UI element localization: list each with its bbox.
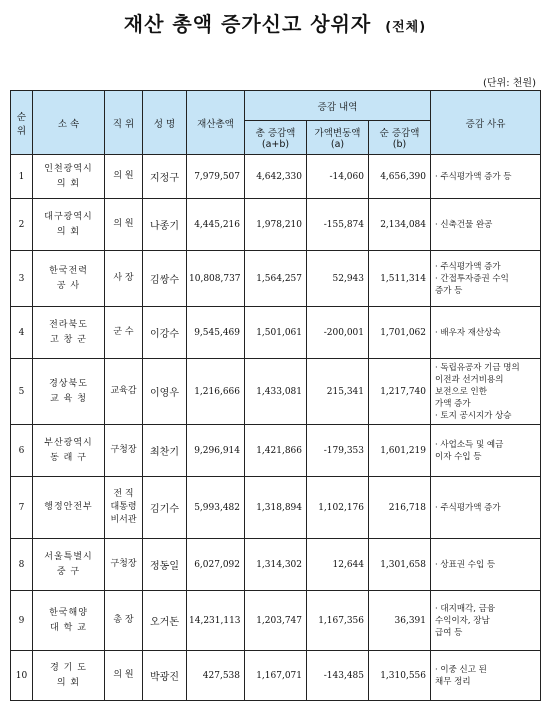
header-total: 재산총액 — [187, 91, 245, 155]
table-row — [11, 477, 541, 539]
table-row — [11, 359, 541, 425]
cell-market: 1,102,176 — [307, 477, 369, 539]
table-row — [11, 199, 541, 251]
cell-rank: 8 — [11, 539, 33, 591]
cell-name: 김기수 — [143, 477, 187, 539]
cell-org: 경상북도 교 육 청 — [33, 359, 105, 425]
cell-org: 경 기 도 의 회 — [33, 651, 105, 701]
cell-position: 교육감 — [105, 359, 143, 425]
cell-reason: · 주식평가액 증가 · 간접투자증권 수익 증가 등 — [431, 251, 541, 307]
cell-name: 지정구 — [143, 155, 187, 199]
cell-market: 12,644 — [307, 539, 369, 591]
cell-org: 전라북도 고 창 군 — [33, 307, 105, 359]
cell-total: 5,993,482 — [187, 477, 245, 539]
cell-position: 의 원 — [105, 651, 143, 701]
table-body — [11, 155, 541, 701]
cell-org: 인천광역시 의 회 — [33, 155, 105, 199]
cell-rank: 10 — [11, 651, 33, 701]
cell-market: -14,060 — [307, 155, 369, 199]
cell-reason: · 신축건물 완공 — [431, 199, 541, 251]
cell-position: 구청장 — [105, 539, 143, 591]
header-net: 순 증감액 (b) — [369, 121, 431, 155]
cell-net: 1,701,062 — [369, 307, 431, 359]
cell-reason: · 배우자 재산상속 — [431, 307, 541, 359]
cell-sum: 1,978,210 — [245, 199, 307, 251]
cell-reason: · 대지매각, 금융 수익이자, 장남 급여 등 — [431, 591, 541, 651]
table-row — [11, 539, 541, 591]
cell-market: -143,485 — [307, 651, 369, 701]
cell-name: 김쌍수 — [143, 251, 187, 307]
cell-sum: 1,314,302 — [245, 539, 307, 591]
cell-net: 216,718 — [369, 477, 431, 539]
header-market: 가액변동액 (a) — [307, 121, 369, 155]
cell-reason: · 사업소득 및 예금 이자 수입 등 — [431, 425, 541, 477]
header-rank: 순위 — [11, 91, 33, 155]
header-sum: 총 증감액 (a+b) — [245, 121, 307, 155]
cell-market: 1,167,356 — [307, 591, 369, 651]
table-row — [11, 425, 541, 477]
cell-rank: 5 — [11, 359, 33, 425]
cell-reason: · 주식평가액 증가 — [431, 477, 541, 539]
cell-org: 대구광역시 의 회 — [33, 199, 105, 251]
header-org: 소 속 — [33, 91, 105, 155]
cell-name: 박광진 — [143, 651, 187, 701]
cell-total: 9,545,469 — [187, 307, 245, 359]
cell-sum: 1,318,894 — [245, 477, 307, 539]
cell-total: 9,296,914 — [187, 425, 245, 477]
cell-sum: 4,642,330 — [245, 155, 307, 199]
cell-total: 427,538 — [187, 651, 245, 701]
cell-sum: 1,433,081 — [245, 359, 307, 425]
cell-market: -200,001 — [307, 307, 369, 359]
header-reason: 증감 사유 — [431, 91, 541, 155]
cell-name: 나종기 — [143, 199, 187, 251]
cell-name: 이강수 — [143, 307, 187, 359]
cell-net: 36,391 — [369, 591, 431, 651]
cell-sum: 1,421,866 — [245, 425, 307, 477]
cell-sum: 1,167,071 — [245, 651, 307, 701]
cell-position: 총 장 — [105, 591, 143, 651]
cell-market: 52,943 — [307, 251, 369, 307]
cell-reason: · 독립유공자 기금 명의 이전과 선거비용의 보전으로 인한 가액 증가 · 토지 공시지가 상승 — [431, 359, 541, 425]
cell-reason: · 이중 신고 된 채무 정리 — [431, 651, 541, 701]
cell-position: 의 원 — [105, 155, 143, 199]
cell-net: 1,310,556 — [369, 651, 431, 701]
cell-total: 4,445,216 — [187, 199, 245, 251]
cell-net: 1,217,740 — [369, 359, 431, 425]
cell-rank: 3 — [11, 251, 33, 307]
cell-name: 이영우 — [143, 359, 187, 425]
cell-reason: · 상표권 수입 등 — [431, 539, 541, 591]
cell-position: 의 원 — [105, 199, 143, 251]
cell-rank: 1 — [11, 155, 33, 199]
cell-total: 1,216,666 — [187, 359, 245, 425]
header-change: 증감 내역 — [245, 91, 431, 121]
table-row — [11, 651, 541, 701]
cell-net: 1,301,658 — [369, 539, 431, 591]
cell-sum: 1,564,257 — [245, 251, 307, 307]
asset-table — [10, 90, 541, 701]
cell-position: 군 수 — [105, 307, 143, 359]
unit-label: (단위: 천원) — [483, 78, 536, 89]
header-position: 직 위 — [105, 91, 143, 155]
cell-rank: 2 — [11, 199, 33, 251]
cell-sum: 1,203,747 — [245, 591, 307, 651]
cell-position: 전 직 대통령 비서관 — [105, 477, 143, 539]
cell-org: 부산광역시 동 래 구 — [33, 425, 105, 477]
table-row — [11, 155, 541, 199]
cell-name: 오거돈 — [143, 591, 187, 651]
cell-org: 행정안전부 — [33, 477, 105, 539]
cell-org: 한국전력 공 사 — [33, 251, 105, 307]
cell-net: 1,601,219 — [369, 425, 431, 477]
cell-rank: 6 — [11, 425, 33, 477]
cell-total: 6,027,092 — [187, 539, 245, 591]
table-row — [11, 307, 541, 359]
table-row — [11, 591, 541, 651]
cell-total: 14,231,113 — [187, 591, 245, 651]
cell-net: 1,511,314 — [369, 251, 431, 307]
cell-rank: 4 — [11, 307, 33, 359]
title-text: 재산 총액 증가신고 상위자 — [123, 12, 372, 36]
cell-net: 2,134,084 — [369, 199, 431, 251]
cell-rank: 7 — [11, 477, 33, 539]
title-sub: (전체) — [385, 20, 427, 35]
cell-sum: 1,501,061 — [245, 307, 307, 359]
cell-org: 한국해양 대 학 교 — [33, 591, 105, 651]
page-title — [0, 8, 550, 37]
cell-rank: 9 — [11, 591, 33, 651]
cell-position: 구청장 — [105, 425, 143, 477]
cell-total: 7,979,507 — [187, 155, 245, 199]
cell-total: 10,808,737 — [187, 251, 245, 307]
cell-position: 사 장 — [105, 251, 143, 307]
table-row — [11, 251, 541, 307]
cell-reason: · 주식평가액 증가 등 — [431, 155, 541, 199]
cell-market: 215,341 — [307, 359, 369, 425]
cell-name: 최찬기 — [143, 425, 187, 477]
cell-net: 4,656,390 — [369, 155, 431, 199]
cell-org: 서울특별시 중 구 — [33, 539, 105, 591]
cell-name: 정동일 — [143, 539, 187, 591]
cell-market: -179,353 — [307, 425, 369, 477]
cell-market: -155,874 — [307, 199, 369, 251]
header-name: 성 명 — [143, 91, 187, 155]
